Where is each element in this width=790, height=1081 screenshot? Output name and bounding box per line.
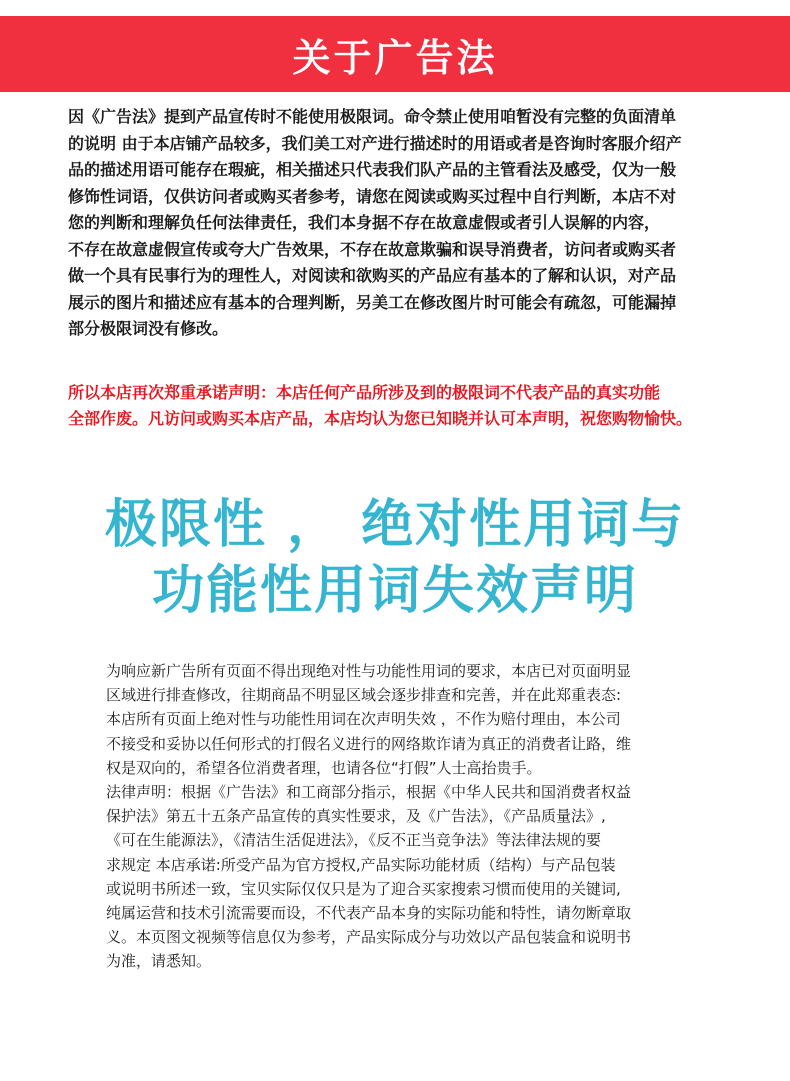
declaration-line: 求规定 本店承诺:所受产品为官方授权,产品实际功能材质（结构）与产品包装 [106,855,616,874]
advertising-law-statement [68,104,728,343]
heading-line-2: 功能性用词失效声明 [151,561,638,621]
declaration-line: 区域进行排查修改，往期商品不明显区域会逐步排查和完善，并在此郑重表态: [106,686,622,705]
statement-line: 修饰性词语，仅供访问者或购买者参考，请您在阅读或购买过程中自行判断，本店不对 [68,186,677,206]
declaration-line: 保护法》第五十五条产品宣传的真实性要求，及《广告法》，《产品质量法》, [106,807,606,826]
statement-line: 不存在故意虚假宣传或夸大广告效果，不存在故意欺骗和误导消费者，访问者或购买者 [68,239,677,259]
declaration-line: 《可在生能源法》，《清洁生活促进法》，《反不正当竞争法》等法律法规的要 [106,831,602,850]
declaration-line: 本店所有页面上绝对性与功能性用词在次声明失效 ，不作为赔付理由，本公司 [106,710,621,729]
invalidation-heading [0,492,790,624]
declaration-line: 纯属运营和技术引流需要而设，不代表产品本身的实际功能和特性，请勿断章取 [106,904,632,923]
statement-line: 您的判断和理解负任何法律责任，我们本身据不存在故意虚假或者引人误解的内容， [68,213,661,232]
notice-line: 所以本店再次郑重承诺声明：本店任何产品所涉及到的极限词不代表产品的真实功能 [68,383,661,402]
declaration-line: 或说明书所述一致，宝贝实际仅仅只是为了迎合买家搜索习惯而使用的关键词, [106,879,621,898]
statement-line: 部分极限词没有修改。 [68,319,229,338]
statement-line: 品的描述用语可能存在瑕疵，相关描述只代表我们队产品的主管看法及感受，仅为一般 [68,160,677,179]
statement-line: 展示的图片和描述应有基本的合理判断，另美工在修改图片时可能会有疏忽，可能漏掉 [68,292,677,312]
statement-line: 做一个具有民事行为的理性人，对阅读和欲购买的产品应有基本的了解和认识，对产品 [68,266,677,285]
statement-line: 的说明 由于本店铺产品较多，我们美工对产进行描述时的用语或者是咨询时客服介绍产 [68,133,682,153]
declaration-line: 为准，请悉知。 [106,952,212,971]
declaration-line: 权是双向的，希望各位消费者理，也请各位“打假”人士高抬贵手。 [106,758,542,777]
declaration-line: 为响应新广告所有页面不得出现绝对性与功能性用词的要求，本店已对页面明显 [106,662,632,680]
banner-title: 关于广告法 [292,35,498,80]
declaration-line: 不接受和妥协以任何形式的打假名义进行的网络欺诈请为真正的消费者让路，维 [106,734,632,753]
title-banner [0,16,790,92]
invalidation-declaration [106,659,706,974]
declaration-line: 法律声明：根据《广告法》和工商部分指示，根据《中华人民共和国消费者权益 [106,783,632,802]
red-notice [68,380,748,432]
statement-line: 因《广告法》提到产品宣传时不能使用极限词。命令禁止使用咱暂没有完整的负面清单 [68,107,677,126]
declaration-line: 义。本页图文视频等信息仅为参考，产品实际成分与功效以产品包装盒和说明书 [106,928,632,947]
heading-line-1: 极限性 ， 绝对性用词与 [104,495,686,555]
notice-line: 全部作废。凡访问或购买本店产品，本店均认为您已知晓并认可本声明，祝您购物愉快。 [68,409,693,428]
